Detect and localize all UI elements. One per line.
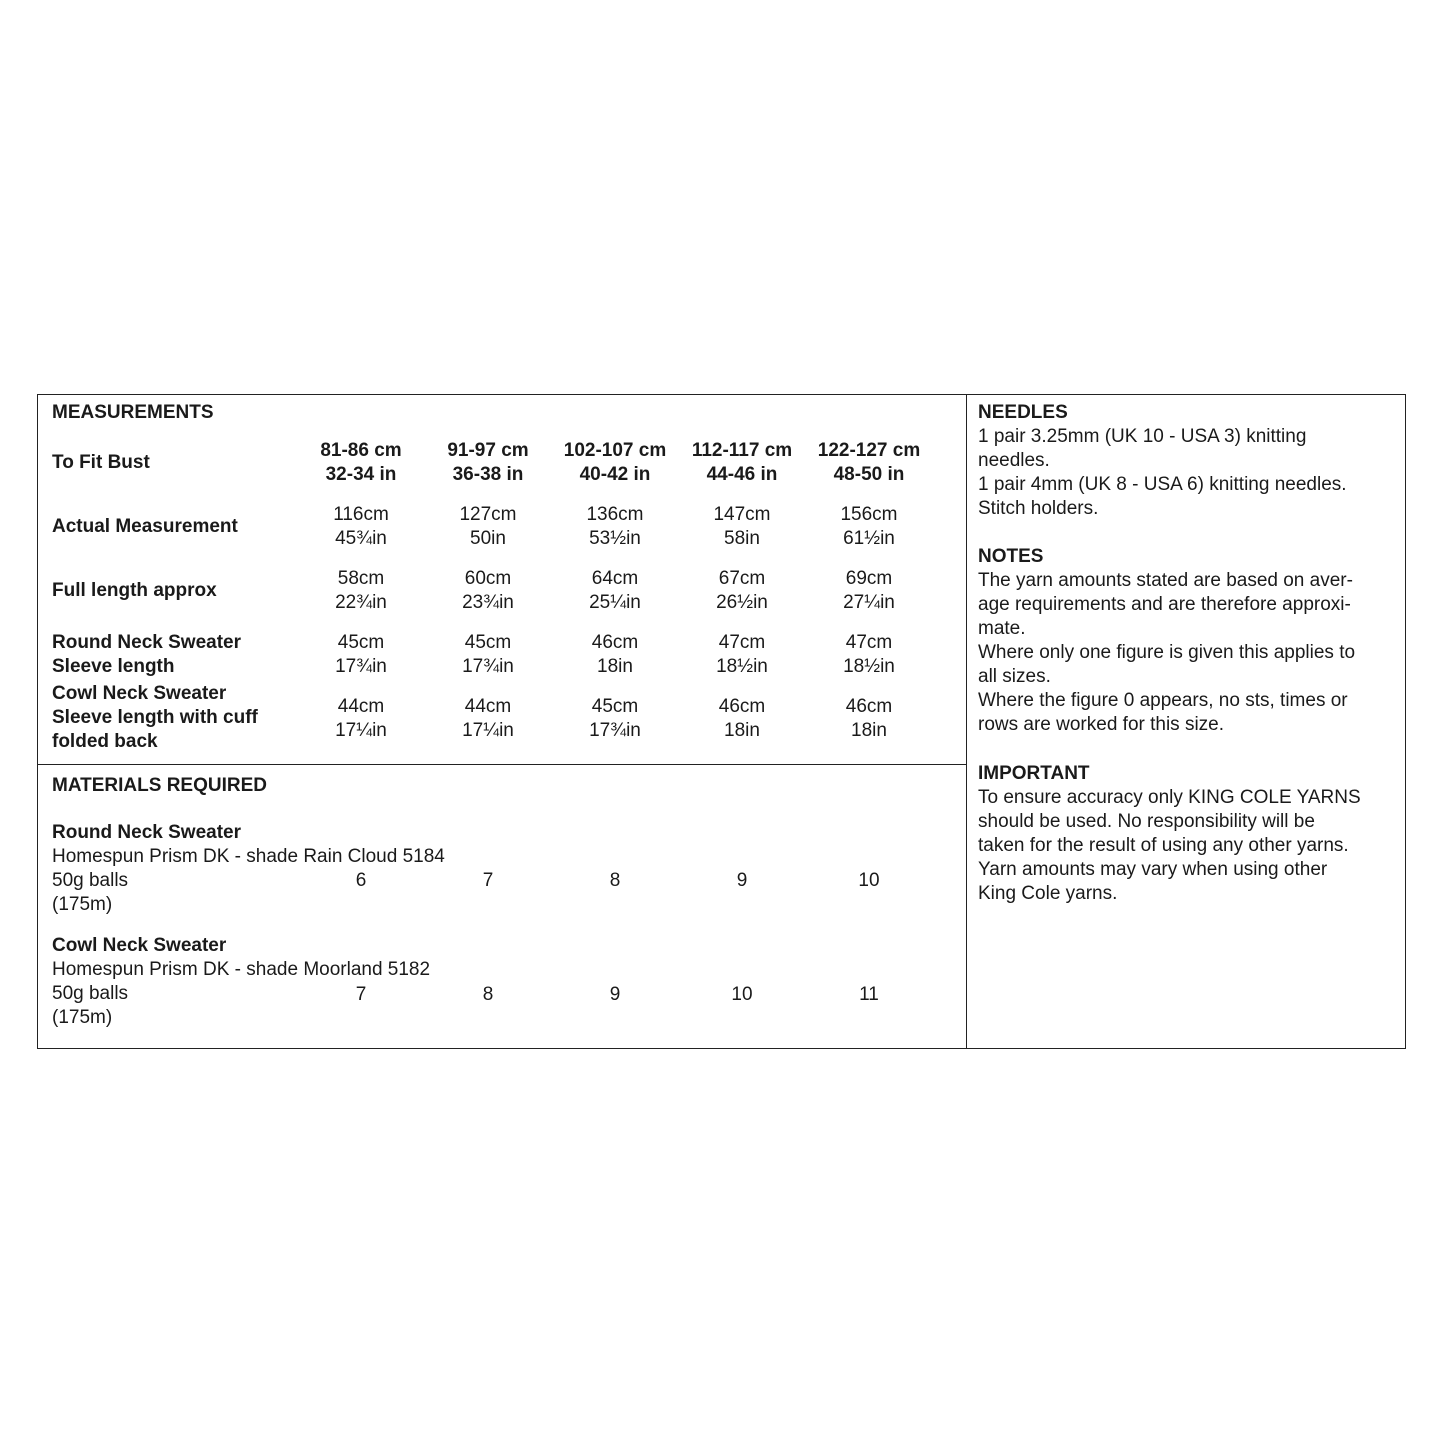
needles-section: [978, 401, 1398, 521]
round-neck-balls-2: 7: [482, 870, 494, 891]
full-length-1: 58cm 22¾in: [335, 568, 387, 613]
notes-line: age requirements and are therefore approxi-: [978, 594, 1351, 615]
needles-line: needles.: [978, 450, 1050, 471]
full-length-2: 60cm 23¾in: [462, 568, 514, 613]
pattern-info-table: [37, 394, 1406, 1049]
full-length-4: 67cm 26½in: [716, 568, 768, 613]
important-line: King Cole yarns.: [978, 883, 1118, 904]
row-label-to-fit-bust: To Fit Bust: [52, 452, 150, 473]
materials-title: MATERIALS REQUIRED: [52, 775, 267, 796]
notes-line: rows are worked for this size.: [978, 714, 1225, 735]
section-divider: [38, 764, 966, 765]
round-neck-balls-5: 10: [858, 870, 880, 891]
cowl-neck-balls-2: 8: [482, 984, 494, 1005]
actual-measurement-3: 136cm 53½in: [586, 504, 644, 549]
bust-size-1: 81-86 cm 32-34 in: [320, 440, 402, 485]
measurements-title: MEASUREMENTS: [52, 402, 214, 423]
cowl-neck-balls-3: 9: [609, 984, 621, 1005]
needles-line: 1 pair 3.25mm (UK 10 - USA 3) knitting: [978, 426, 1307, 447]
important-section: [978, 762, 1398, 906]
cowl-neck-sleeve-2: 44cm 17¼in: [462, 696, 514, 741]
round-neck-balls-4: 9: [736, 870, 748, 891]
bust-size-5: 122-127 cm 48-50 in: [817, 440, 921, 485]
important-line: should be used. No responsibility will be: [978, 811, 1315, 832]
round-neck-sleeve-4: 47cm 18½in: [716, 632, 768, 677]
cowl-neck-sleeve-5: 46cm 18in: [845, 696, 893, 741]
cowl-neck-balls-5: 11: [859, 984, 879, 1005]
actual-measurement-5: 156cm 61½in: [840, 504, 898, 549]
bust-size-3: 102-107 cm 40-42 in: [563, 440, 667, 485]
round-neck-sleeve-1: 45cm 17¾in: [335, 632, 387, 677]
row-label-actual-measurement: Actual Measurement: [52, 516, 238, 537]
row-label-full-length: Full length approx: [52, 580, 217, 601]
cowl-neck-sleeve-3: 45cm 17¾in: [589, 696, 641, 741]
row-label-cowl-neck-sleeve: Cowl Neck Sweater Sleeve length with cuff folded back: [52, 683, 258, 752]
needles-line: Stitch holders.: [978, 498, 1099, 519]
notes-line: mate.: [978, 618, 1026, 639]
materials-group-cowl-neck: Cowl Neck Sweater Homespun Prism DK - shade Moorland 5182 50g balls (175m): [52, 935, 431, 1028]
notes-line: all sizes.: [978, 666, 1051, 687]
notes-section: [978, 545, 1398, 737]
bust-size-4: 112-117 cm 44-46 in: [691, 440, 793, 485]
important-title: IMPORTANT: [978, 763, 1090, 784]
round-neck-sleeve-5: 47cm 18½in: [843, 632, 895, 677]
round-neck-sleeve-3: 46cm 18in: [591, 632, 639, 677]
bust-size-2: 91-97 cm 36-38 in: [447, 440, 529, 485]
important-line: Yarn amounts may vary when using other: [978, 859, 1328, 880]
actual-measurement-1: 116cm 45¾in: [333, 504, 389, 549]
notes-line: The yarn amounts stated are based on aver-: [978, 570, 1353, 591]
round-neck-balls-1: 6: [355, 870, 367, 891]
cowl-neck-balls-4: 10: [731, 984, 753, 1005]
cowl-neck-balls-1: 7: [355, 984, 367, 1005]
needles-line: 1 pair 4mm (UK 8 - USA 6) knitting needles.: [978, 474, 1347, 495]
notes-line: Where the figure 0 appears, no sts, times or: [978, 690, 1348, 711]
cowl-neck-sleeve-4: 46cm 18in: [718, 696, 766, 741]
needles-title: NEEDLES: [978, 402, 1068, 423]
important-line: To ensure accuracy only KING COLE YARNS: [978, 787, 1361, 808]
round-neck-balls-3: 8: [609, 870, 621, 891]
cowl-neck-sleeve-1: 44cm 17¼in: [335, 696, 387, 741]
column-divider: [966, 395, 967, 1048]
full-length-5: 69cm 27¼in: [843, 568, 895, 613]
actual-measurement-4: 147cm 58in: [713, 504, 771, 549]
important-line: taken for the result of using any other yarns.: [978, 835, 1349, 856]
round-neck-sleeve-2: 45cm 17¾in: [462, 632, 514, 677]
notes-title: NOTES: [978, 546, 1044, 567]
notes-line: Where only one figure is given this applies to: [978, 642, 1356, 663]
full-length-3: 64cm 25¼in: [589, 568, 641, 613]
actual-measurement-2: 127cm 50in: [459, 504, 517, 549]
row-label-round-neck-sleeve: Round Neck Sweater Sleeve length: [52, 632, 241, 677]
materials-group-round-neck: Round Neck Sweater Homespun Prism DK - shade Rain Cloud 5184 50g balls (175m): [52, 822, 445, 915]
